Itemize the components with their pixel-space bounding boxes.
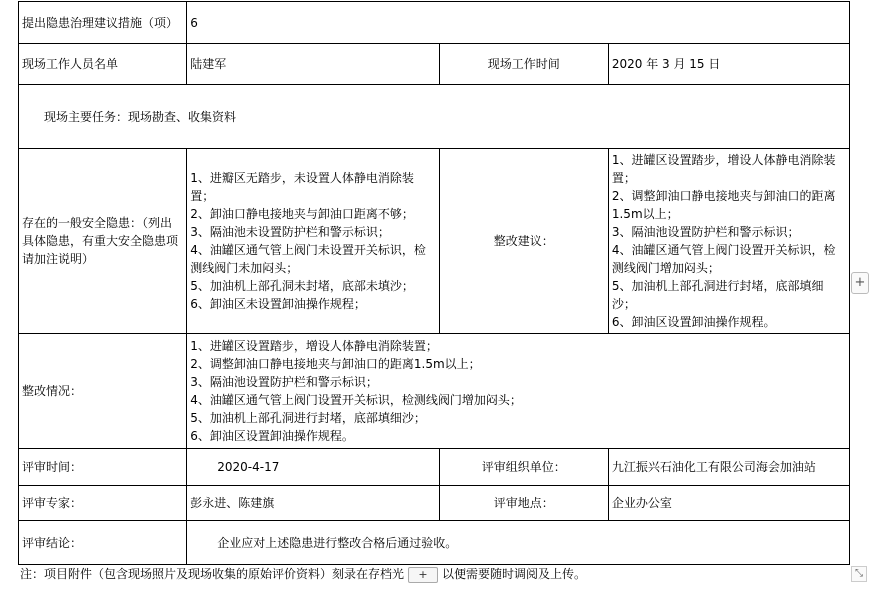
work-time-value: 2020 年 3 月 15 日 (608, 44, 849, 85)
row-task (19, 85, 850, 149)
advice-item: 5、加油机上部孔洞进行封堵，底部填细沙； (611, 279, 824, 311)
review-org-label: 评审组织单位： (439, 449, 608, 486)
rectification-item: 1、进罐区设置踏步，增设人体静电消除装置； (190, 339, 438, 353)
row-review-expert (19, 486, 850, 521)
work-time-label: 现场工作时间 (439, 44, 608, 85)
review-expert-label: 评审专家： (19, 486, 187, 521)
worker-label: 现场工作人员名单 (19, 44, 187, 85)
review-expert-value: 彭永进、陈建旗 (187, 486, 439, 521)
footer-text-after: 以便需要随时调阅及上传。 (442, 567, 587, 581)
row-worker (19, 44, 850, 85)
hazards-list (187, 149, 439, 334)
advice-item: 2、调整卸油口静电接地夹与卸油口的距离1.5m以上； (611, 189, 836, 221)
advice-label: 整改建议： (439, 149, 608, 334)
rectification-label: 整改情况： (19, 334, 187, 449)
hazard-item: 4、油罐区通气管上阀门未设置开关标识，检测线阀门未加闷头； (190, 243, 426, 275)
hazard-item: 1、进瓣区无踏步，未设置人体静电消除装置； (190, 171, 414, 203)
advice-item: 1、进罐区设置踏步，增设人体静电消除装置； (611, 153, 836, 185)
conclusion-value: 企业应对上述隐患进行整改合格后通过验收。 (187, 521, 850, 565)
measures-label: 提出隐患治理建议措施（项） (19, 2, 187, 44)
review-org-value: 九江振兴石油化工有限公司海会加油站 (608, 449, 849, 486)
footer-text-before: 注：项目附件（包含现场照片及现场收集的原始评价资料）刻录在存档光 (20, 567, 405, 581)
advice-item: 4、油罐区通气管上阀门设置开关标识，检测线阀门增加闷头； (611, 243, 836, 275)
rectification-item: 2、调整卸油口静电接地夹与卸油口的距离1.5m以上； (190, 357, 481, 371)
rectification-item: 6、卸油区设置卸油操作规程。 (190, 429, 354, 443)
advice-item: 3、隔油池设置防护栏和警示标识； (611, 225, 800, 239)
measures-value: 6 (187, 2, 850, 44)
main-task: 现场主要任务：现场勘查、收集资料 (19, 85, 850, 149)
hazard-item: 5、加油机上部孔洞未封堵，底部未填沙； (190, 279, 414, 293)
footer-note (20, 565, 586, 583)
hazard-item: 3、隔油池未设置防护栏和警示标识； (190, 225, 390, 239)
row-hazards (19, 149, 850, 334)
add-row-button[interactable]: + (851, 272, 869, 294)
row-review-time (19, 449, 850, 486)
conclusion-label: 评审结论： (19, 521, 187, 565)
review-time-label: 评审时间： (19, 449, 187, 486)
review-place-value: 企业办公室 (608, 486, 849, 521)
review-table (18, 1, 850, 565)
worker-value: 陆建军 (187, 44, 439, 85)
hazard-item: 6、卸油区未设置卸油操作规程； (190, 297, 366, 311)
review-place-label: 评审地点： (439, 486, 608, 521)
review-time-value: 2020-4-17 (187, 449, 439, 486)
advice-list (608, 149, 849, 334)
rectification-item: 4、油罐区通气管上阀门设置开关标识，检测线阀门增加闷头； (190, 393, 522, 407)
resize-handle-icon[interactable]: ⤡ (851, 566, 867, 582)
row-rectification (19, 334, 850, 449)
hazard-item: 2、卸油口静电接地夹与卸油口距离不够； (190, 207, 414, 221)
row-conclusion (19, 521, 850, 565)
rectification-item: 3、隔油池设置防护栏和警示标识； (190, 375, 378, 389)
insert-button[interactable]: + (408, 567, 438, 583)
hazards-label: 存在的一般安全隐患：（列出具体隐患，有重大安全隐患项请加注说明） (19, 149, 187, 334)
advice-item: 6、卸油区设置卸油操作规程。 (611, 315, 776, 329)
rectification-item: 5、加油机上部孔洞进行封堵，底部填细沙； (190, 411, 426, 425)
row-measures (19, 2, 850, 44)
rectification-list (187, 334, 850, 449)
